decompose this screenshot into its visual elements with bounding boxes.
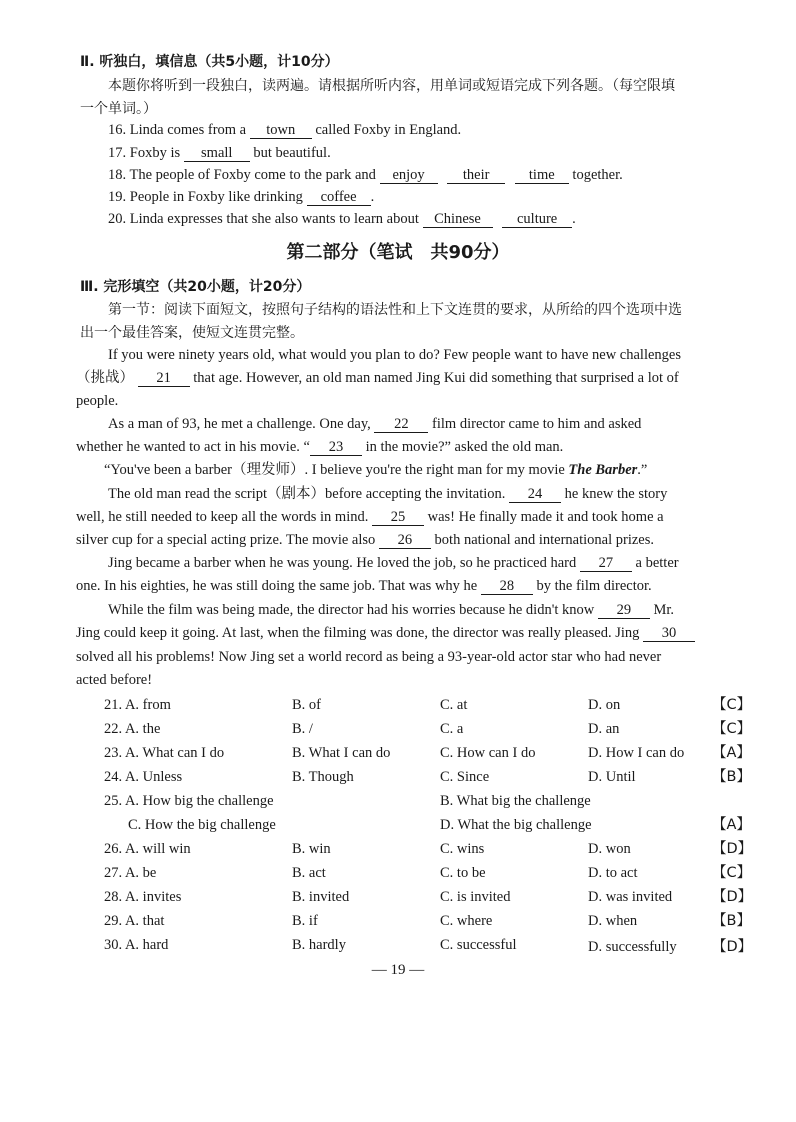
passage-line <box>104 460 647 480</box>
q18-text-end: together. <box>572 167 623 183</box>
passage-text: .” <box>637 462 648 478</box>
section-2-instruction: 本题你将听到一段独白，读两遍。请根据所听内容，用单词或短语完成下列各题。（每空限填 <box>108 78 675 94</box>
passage-text: （挑战） <box>76 370 134 386</box>
choice-b: B. / <box>292 721 313 737</box>
answer-key: 【B】 <box>712 913 751 929</box>
q16-text-end: called Foxby in England. <box>315 122 462 138</box>
passage-line: solved all his problems! Now Jing set a world record as being a 93-year-old actor star who had never <box>76 649 662 665</box>
choice-d: D. won <box>588 841 631 857</box>
choice-a: 30. A. hard <box>104 937 169 953</box>
choice-d: D. on <box>588 697 621 713</box>
choice-a: 29. A. that <box>104 913 165 929</box>
passage-text: Jing could keep it going. At last, when the filming was done, the director was really pleased. Jing <box>76 625 640 641</box>
section-3-heading: Ⅲ. 完形填空（共20小题，计20分） <box>80 279 311 295</box>
passage-line <box>76 530 654 550</box>
q17-text: 17. Foxby is <box>108 145 181 161</box>
passage-text: The old man read the script（剧本）before accepting the invitation. <box>108 486 506 502</box>
blank-24: 24 <box>509 486 561 503</box>
passage-text: one. In his eighties, he was still doing the same job. That was why he <box>76 578 478 594</box>
choice-c: C. to be <box>440 865 486 881</box>
choice-a: 26. A. will win <box>104 841 191 857</box>
choice-a: 24. A. Unless <box>104 769 183 785</box>
answer-key: 【D】 <box>712 939 753 955</box>
q16-answer: town <box>250 122 312 139</box>
answer-key: 【B】 <box>712 769 751 785</box>
q18-text: 18. The people of Foxby come to the park and <box>108 167 376 183</box>
answer-key: 【D】 <box>712 841 753 857</box>
choice-b: B. act <box>292 865 326 881</box>
passage-line <box>76 437 563 457</box>
choice-a: 23. A. What can I do <box>104 745 225 761</box>
choice-c: C. How the big challenge <box>128 817 276 833</box>
page-number: — 19 — <box>371 962 425 978</box>
blank-25: 25 <box>372 509 424 526</box>
section-3-instruction-cont: 出一个最佳答案，使短文连贯完整。 <box>80 325 304 341</box>
blank-30: 30 <box>643 625 695 642</box>
answer-key: 【C】 <box>712 697 752 713</box>
q18-answer-3: time <box>515 167 569 184</box>
passage-line: If you were ninety years old, what would you plan to do? Few people want to have new challenges <box>108 347 681 363</box>
choice-b: B. What big the challenge <box>440 793 591 809</box>
choice-b: B. win <box>292 841 331 857</box>
q20-answer-1: Chinese <box>423 211 493 228</box>
choice-b: B. if <box>292 913 318 929</box>
passage-text: a better <box>635 555 679 571</box>
passage-line <box>108 600 674 620</box>
question-16 <box>108 120 461 140</box>
choice-b: B. of <box>292 697 321 713</box>
passage-text: was! He finally made it and took home a <box>427 509 664 525</box>
q20-answer-2: culture <box>502 211 572 228</box>
choice-c: C. wins <box>440 841 485 857</box>
choice-d: D. an <box>588 721 620 737</box>
passage-line <box>108 484 667 504</box>
q20-text: 20. Linda expresses that she also wants to learn about <box>108 211 419 227</box>
passage-text: by the film director. <box>536 578 652 594</box>
question-18 <box>108 165 623 185</box>
blank-21: 21 <box>138 370 190 387</box>
choice-a: 25. A. How big the challenge <box>104 793 274 809</box>
passage-line: people. <box>76 393 119 409</box>
choice-d: D. What the big challenge <box>440 817 592 833</box>
choice-a: 22. A. the <box>104 721 161 737</box>
blank-27: 27 <box>580 555 632 572</box>
passage-text: film director came to him and asked <box>432 416 642 432</box>
choice-c: C. where <box>440 913 493 929</box>
choice-d: D. How I can do <box>588 745 685 761</box>
q16-text: 16. Linda comes from a <box>108 122 247 138</box>
q19-text-end: . <box>370 189 375 205</box>
q18-answer-1: enjoy <box>380 167 438 184</box>
passage-line <box>108 414 641 434</box>
choice-a: 27. A. be <box>104 865 157 881</box>
part-2-title: 第二部分（笔试 共90分） <box>286 242 510 263</box>
choice-d: D. successfully <box>588 939 677 955</box>
section-3-instruction: 第一节：阅读下面短文，按照句子结构的语法性和上下文连贯的要求，从所给的四个选项中选 <box>108 302 682 318</box>
passage-text: Jing became a barber when he was young. He loved the job, so he practiced hard <box>108 555 577 571</box>
choice-d: D. Until <box>588 769 636 785</box>
passage-line <box>76 507 664 527</box>
choice-c: C. How can I do <box>440 745 536 761</box>
q20-text-end: . <box>572 211 576 227</box>
passage-line <box>108 553 679 573</box>
passage-text: in the movie?” asked the old man. <box>365 439 564 455</box>
blank-22: 22 <box>374 416 428 433</box>
passage-text: Mr. <box>653 602 674 618</box>
q18-answer-2: their <box>447 167 505 184</box>
choice-b: B. invited <box>292 889 350 905</box>
q19-answer: coffee <box>307 189 371 206</box>
choice-a: 28. A. invites <box>104 889 182 905</box>
passage-text: “You've been a barber（理发师）. I believe you're the right man for my movie <box>104 462 565 478</box>
answer-key: 【C】 <box>712 865 752 881</box>
answer-key: 【A】 <box>712 745 751 761</box>
passage-line <box>76 623 695 643</box>
movie-title: The Barber <box>568 462 638 478</box>
choice-c: C. successful <box>440 937 517 953</box>
choice-b: B. What I can do <box>292 745 391 761</box>
passage-line <box>76 368 679 388</box>
choice-d: D. was invited <box>588 889 673 905</box>
q17-answer: small <box>184 145 250 162</box>
section-2-instruction-cont: 一个单词。） <box>80 101 157 117</box>
passage-text: whether he wanted to act in his movie. “ <box>76 439 310 455</box>
blank-26: 26 <box>379 532 431 549</box>
question-19 <box>108 187 374 207</box>
passage-line: acted before! <box>76 672 153 688</box>
passage-text: While the film was being made, the director had his worries because he didn't know <box>108 602 595 618</box>
section-2-heading: Ⅱ. 听独白，填信息（共5小题，计10分） <box>80 54 339 70</box>
q17-text-end: but beautiful. <box>253 145 331 161</box>
choice-d: D. when <box>588 913 638 929</box>
choice-c: C. is invited <box>440 889 511 905</box>
answer-key: 【D】 <box>712 889 753 905</box>
choice-d: D. to act <box>588 865 638 881</box>
choice-c: C. at <box>440 697 468 713</box>
passage-text: silver cup for a special acting prize. The movie also <box>76 532 376 548</box>
passage-line <box>76 576 652 596</box>
blank-28: 28 <box>481 578 533 595</box>
passage-text: both national and international prizes. <box>434 532 654 548</box>
choice-b: B. hardly <box>292 937 346 953</box>
blank-23: 23 <box>310 439 362 456</box>
passage-text: well, he still needed to keep all the words in mind. <box>76 509 369 525</box>
choice-a: 21. A. from <box>104 697 171 713</box>
question-17 <box>108 143 331 163</box>
question-20 <box>108 209 576 229</box>
choice-c: C. Since <box>440 769 490 785</box>
answer-key: 【C】 <box>712 721 752 737</box>
passage-text: he knew the story <box>564 486 668 502</box>
choice-c: C. a <box>440 721 464 737</box>
q19-text: 19. People in Foxby like drinking <box>108 189 303 205</box>
answer-key: 【A】 <box>712 817 751 833</box>
choice-b: B. Though <box>292 769 354 785</box>
blank-29: 29 <box>598 602 650 619</box>
passage-text: that age. However, an old man named Jing Kui did something that surprised a lot of <box>193 370 679 386</box>
passage-text: As a man of 93, he met a challenge. One day, <box>108 416 371 432</box>
